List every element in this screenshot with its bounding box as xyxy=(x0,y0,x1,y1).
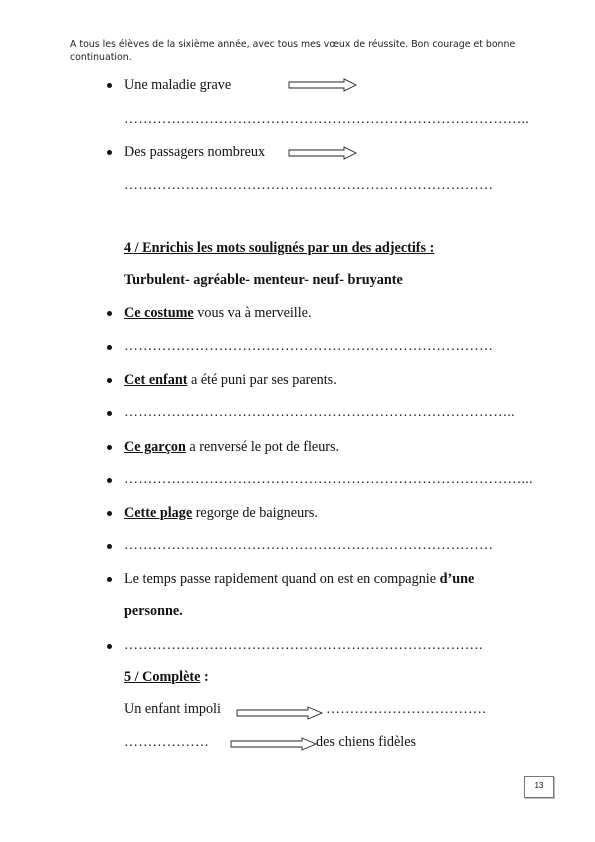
answer-line: …………………………………………………………………… xyxy=(124,178,494,193)
exercise-title-colon: : xyxy=(200,669,209,685)
bullet xyxy=(107,150,112,155)
sentence-text: vous va à merveille. xyxy=(193,305,312,321)
sentence xyxy=(124,372,337,388)
bullet xyxy=(107,378,112,383)
underlined-subject: Ce garçon xyxy=(124,439,186,455)
answer-line: …………………………………………………………………… xyxy=(124,538,494,553)
bullet xyxy=(107,644,112,649)
underlined-subject: Cette plage xyxy=(124,505,193,521)
arrow-icon xyxy=(230,737,318,751)
sentence-text: Le temps passe rapidement quand on est en compagnie xyxy=(124,571,440,587)
exercise-item: Des passagers nombreux xyxy=(124,144,266,160)
sentence-continuation: personne. xyxy=(124,603,183,619)
bullet xyxy=(107,311,112,316)
answer-line: …………………………………………………………………………... xyxy=(124,472,533,487)
sentence xyxy=(124,439,339,455)
bullet xyxy=(107,544,112,549)
complete-item: Un enfant impoli xyxy=(124,701,221,717)
sentence-text: regorge de baigneurs. xyxy=(192,505,318,521)
exercise-title-text: 5 / Complète xyxy=(124,669,201,685)
complete-item: des chiens fidèles xyxy=(316,734,417,750)
bullet xyxy=(107,345,112,350)
bullet xyxy=(107,83,112,88)
arrow-icon xyxy=(236,706,324,720)
answer-line: ……………… xyxy=(124,735,210,750)
exercise-title xyxy=(124,669,209,685)
answer-line: ………………………………………………………………………….. xyxy=(124,112,529,127)
answer-line: ……………………………………………………………………….. xyxy=(124,405,515,420)
bold-word: d’une xyxy=(439,571,475,587)
exercise-item: Une maladie grave xyxy=(124,77,232,93)
page-header: A tous les élèves de la sixième année, avec tous mes vœux de réussite. Bon courage et bonne continuation. xyxy=(70,39,516,63)
answer-line: …………………………………………………………………… xyxy=(124,339,494,354)
bullet xyxy=(107,478,112,483)
sentence xyxy=(124,505,318,521)
answer-line: ……………………………. xyxy=(326,702,486,717)
page-number: 13 xyxy=(524,776,554,798)
arrow-icon xyxy=(288,78,358,92)
adjective-list: Turbulent- agréable- menteur- neuf- bruyante xyxy=(124,272,403,288)
underlined-subject: Ce costume xyxy=(124,305,194,321)
sentence-text: a renversé le pot de fleurs. xyxy=(185,439,340,455)
bullet xyxy=(107,511,112,516)
sentence xyxy=(124,305,312,321)
answer-line: …………………………………………………………………. xyxy=(124,638,483,653)
sentence xyxy=(124,571,474,587)
underlined-subject: Cet enfant xyxy=(124,372,188,388)
bullet xyxy=(107,577,112,582)
exercise-title: 4 / Enrichis les mots soulignés par un des adjectifs : xyxy=(124,240,435,256)
sentence-text: a été puni par ses parents. xyxy=(187,372,337,388)
bullet xyxy=(107,411,112,416)
arrow-icon xyxy=(288,146,358,160)
bullet xyxy=(107,445,112,450)
